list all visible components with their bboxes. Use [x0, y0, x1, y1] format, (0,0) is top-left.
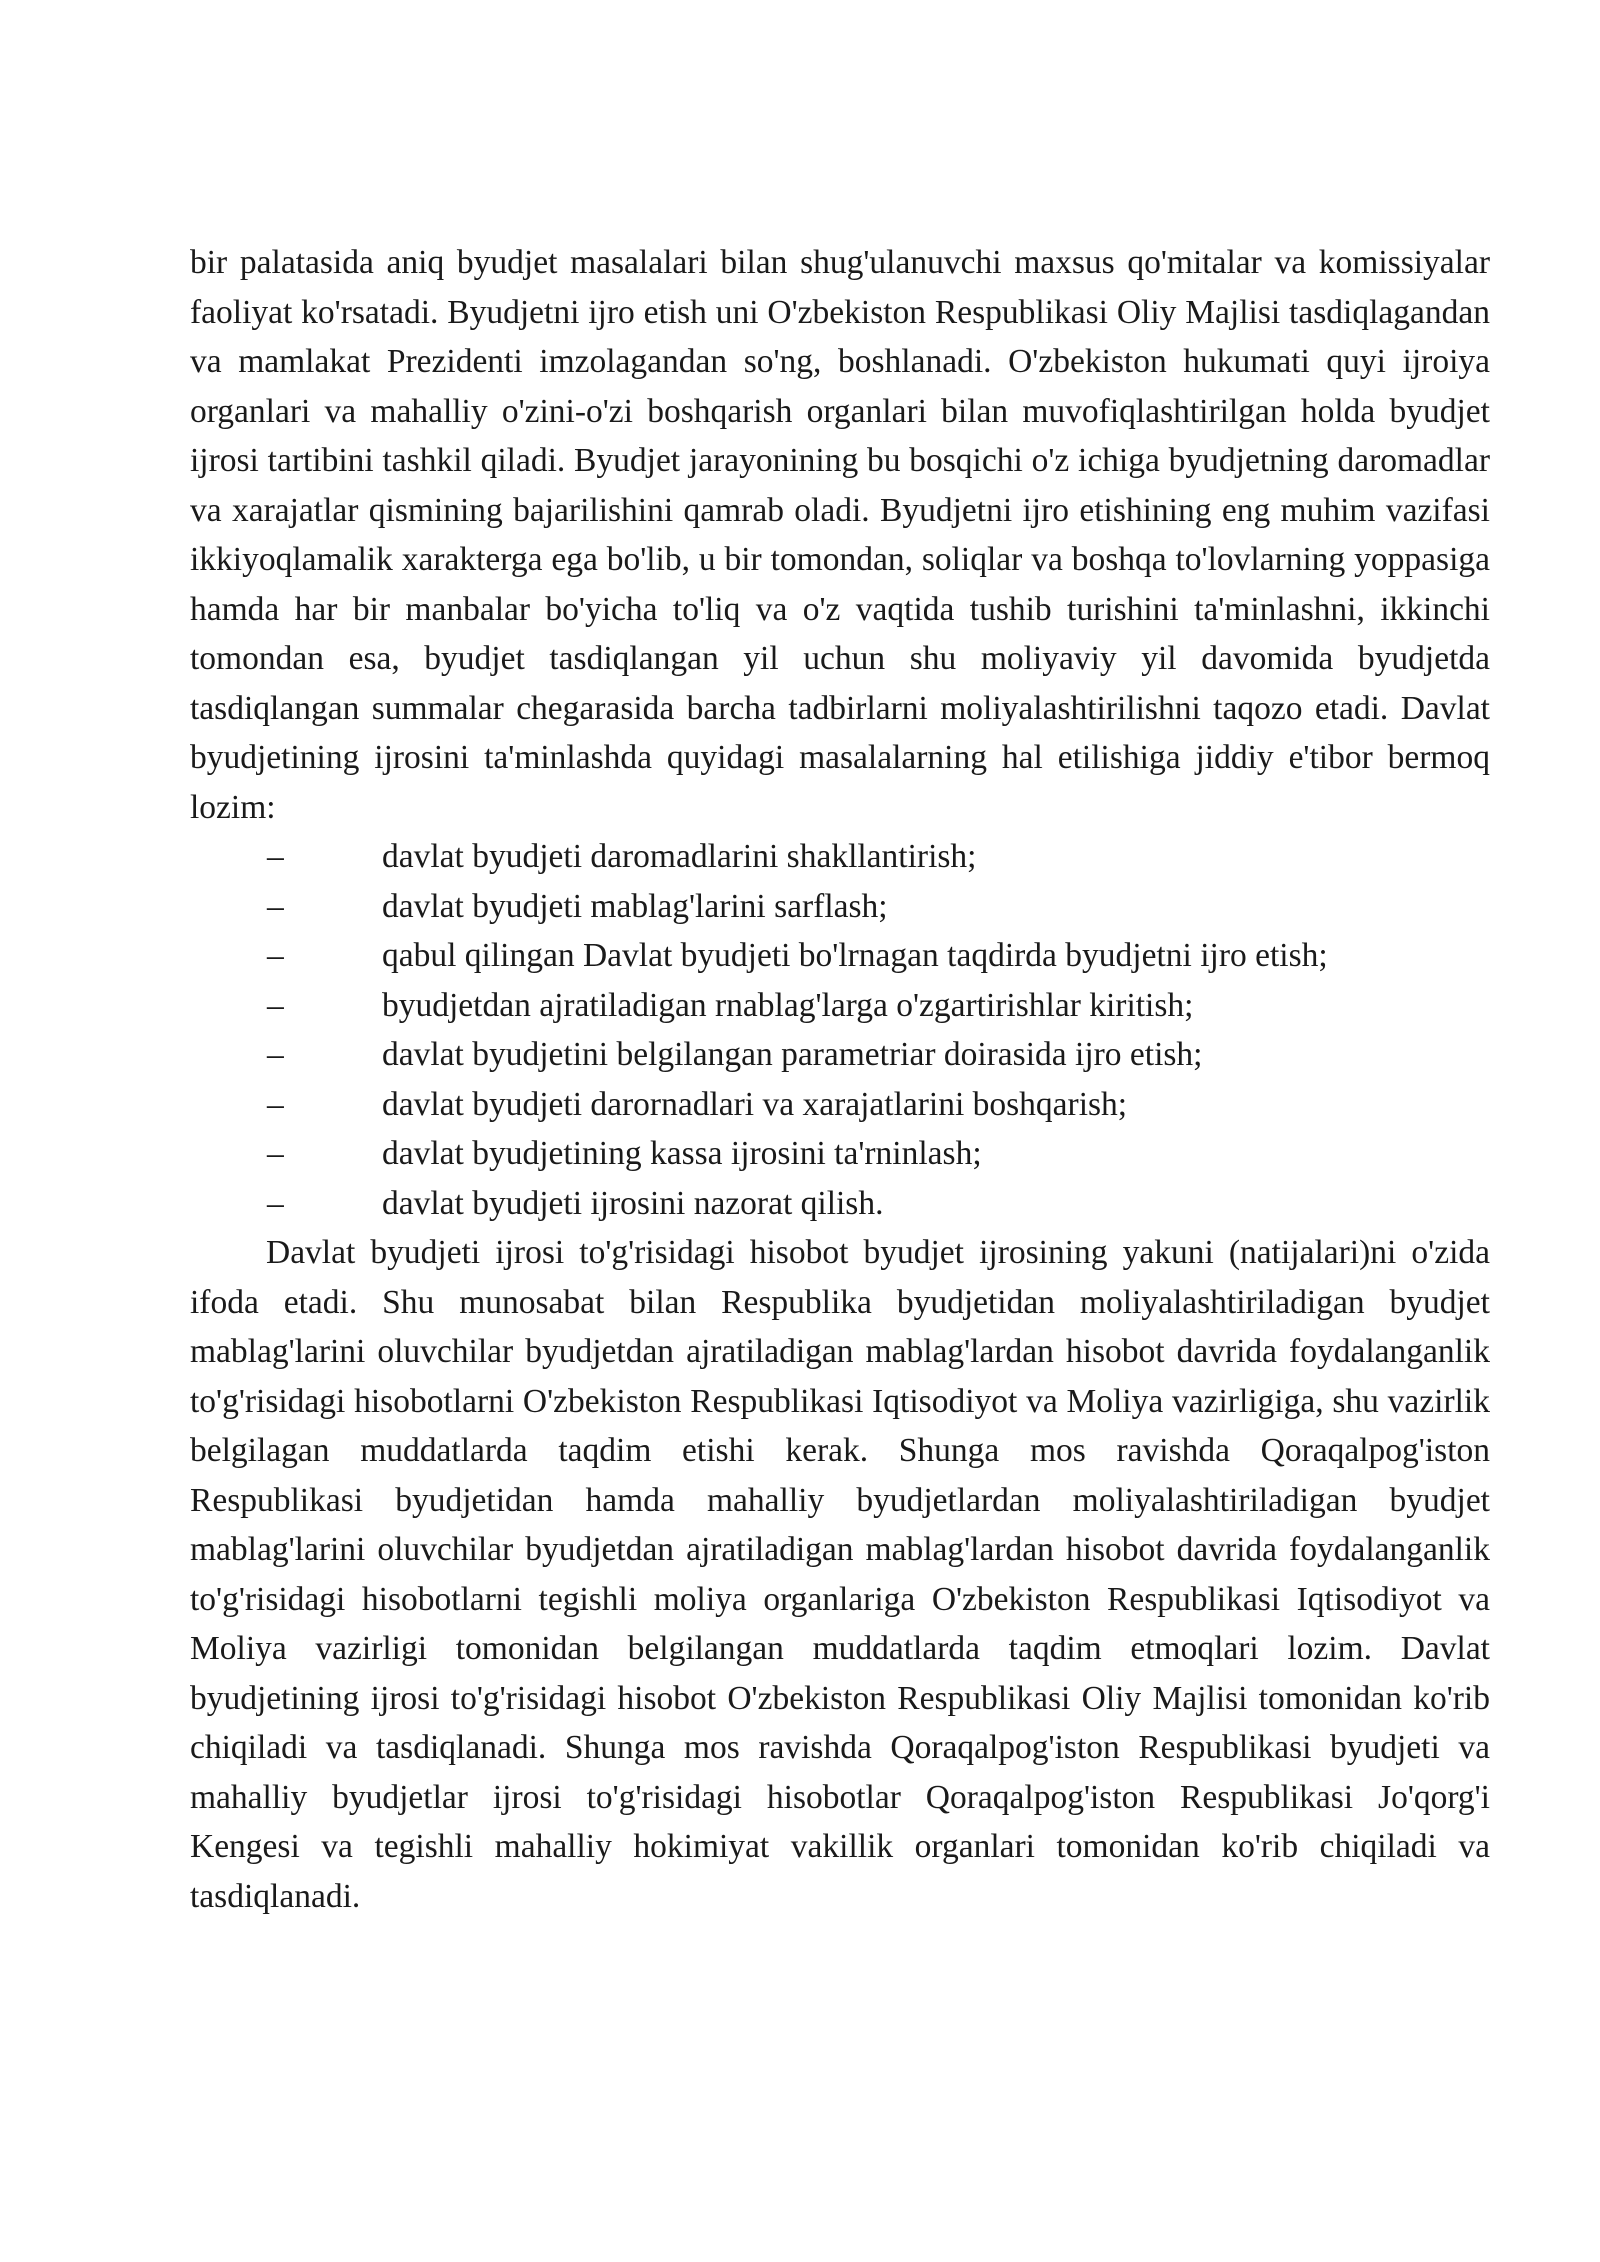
list-item	[190, 1080, 1490, 1130]
list-item-text: davlat byudjeti ijrosini nazorat qilish.	[382, 1184, 884, 1222]
list-item-text: davlat byudjeti darornadlari va xarajatlarini boshqarish;	[382, 1085, 1128, 1123]
body-paragraph-1: bir palatasida aniq byudjet masalalari bilan shug'ulanuvchi maxsus qo'mitalar va komissiyalar faoliyat ko'rsatadi. Byudjetni ijro etish uni O'zbekiston Respublikasi Oliy Majlisi tasdiqlagandan va mamlakat Prezidenti imzolagandan so'ng, boshlanadi. O'zbekiston hukumati quyi ijroiya organlari va mahalliy o'zini-o'zi boshqarish organlari bilan muvofiqlashtirilgan holda byudjet ijrosi tartibini tashkil qiladi. Byudjet jarayonining bu bosqichi o'z ichiga byudjetning daromadlar va xarajatlar qismining bajarilishini qamrab oladi. Byudjetni ijro etishining eng muhim vazifasi ikkiyoqlamalik xarakterga ega bo'lib, u bir tomondan, soliqlar va boshqa to'lovlarning yoppasiga hamda har bir manbalar bo'yicha to'liq va o'z vaqtida tushib turishini ta'minlashni, ikkinchi tomondan esa, byudjet tasdiqlangan yil uchun shu moliyaviy yil davomida byudjetda tasdiqlangan summalar chegarasida barcha tadbirlarni moliyalashtirilishni taqozo etadi. Davlat byudjetining ijrosini ta'minlashda quyidagi masalalarning hal etilishiga jiddiy e'tibor bermoq lozim:	[190, 244, 1490, 826]
list-item-text: byudjetdan ajratiladigan rnablag'larga o'zgartirishlar kiritish;	[382, 986, 1194, 1024]
dash-list	[190, 832, 1490, 1228]
dash-bullet: –	[267, 1184, 284, 1222]
list-item	[190, 1179, 1490, 1229]
dash-bullet: –	[267, 986, 284, 1024]
list-item	[190, 931, 1490, 981]
list-item	[190, 1030, 1490, 1080]
list-item	[190, 832, 1490, 882]
dash-bullet: –	[267, 1036, 284, 1073]
list-item	[190, 981, 1490, 1031]
list-item-text: qabul qilingan Davlat byudjeti bo'lrnagan taqdirda byudjetni ijro etish;	[382, 937, 1328, 974]
list-item-text: davlat byudjetini belgilangan parametriar doirasida ijro etish;	[382, 1036, 1203, 1073]
list-item-text: davlat byudjeti mablag'larini sarflash;	[382, 887, 888, 925]
list-item	[190, 1129, 1490, 1179]
document-page	[190, 238, 1490, 1921]
dash-bullet: –	[267, 1135, 284, 1172]
dash-bullet: –	[267, 937, 284, 974]
dash-bullet: –	[267, 887, 284, 925]
list-item-text: davlat byudjetining kassa ijrosini ta'rninlash;	[382, 1135, 982, 1172]
list-item	[190, 882, 1490, 932]
dash-bullet: –	[267, 838, 284, 875]
list-item-text: davlat byudjeti daromadlarini shakllantirish;	[382, 838, 977, 875]
body-paragraph-2: Davlat byudjeti ijrosi to'g'risidagi hisobot byudjet ijrosining yakuni (natijalari)ni o'zida ifoda etadi. Shu munosabat bilan Respublika byudjetidan moliyalashtiriladigan byudjet mablag'larini oluvchilar byudjetdan ajratiladigan mablag'lardan hisobot davrida foydalanganlik to'g'risidagi hisobotlarni O'zbekiston Respublikasi Iqtisodiyot va Moliya vazirligiga, shu vazirlik belgilagan muddatlarda taqdim etishi kerak. Shunga mos ravishda Qoraqalpog'iston Respublikasi byudjetidan hamda mahalliy byudjetlardan moliyalashtiriladigan byudjet mablag'larini oluvchilar byudjetdan ajratiladigan mablag'lardan hisobot davrida foydalanganlik to'g'risidagi hisobotlarni tegishli moliya organlariga O'zbekiston Respublikasi Iqtisodiyot va Moliya vazirligi tomonidan belgilangan muddatlarda taqdim etmoqlari lozim. Davlat byudjetining ijrosi to'g'risidagi hisobot O'zbekiston Respublikasi Oliy Majlisi tomonidan ko'rib chiqiladi va tasdiqlanadi. Shunga mos ravishda Qoraqalpog'iston Respublikasi byudjeti va mahalliy byudjetlar ijrosi to'g'risidagi hisobotlar Qoraqalpog'iston Respublikasi Jo'qorg'i Kengesi va tegishli mahalliy hokimiyat vakillik organlari tomonidan ko'rib chiqiladi va tasdiqlanadi.	[190, 1234, 1490, 1915]
dash-bullet: –	[267, 1085, 284, 1123]
